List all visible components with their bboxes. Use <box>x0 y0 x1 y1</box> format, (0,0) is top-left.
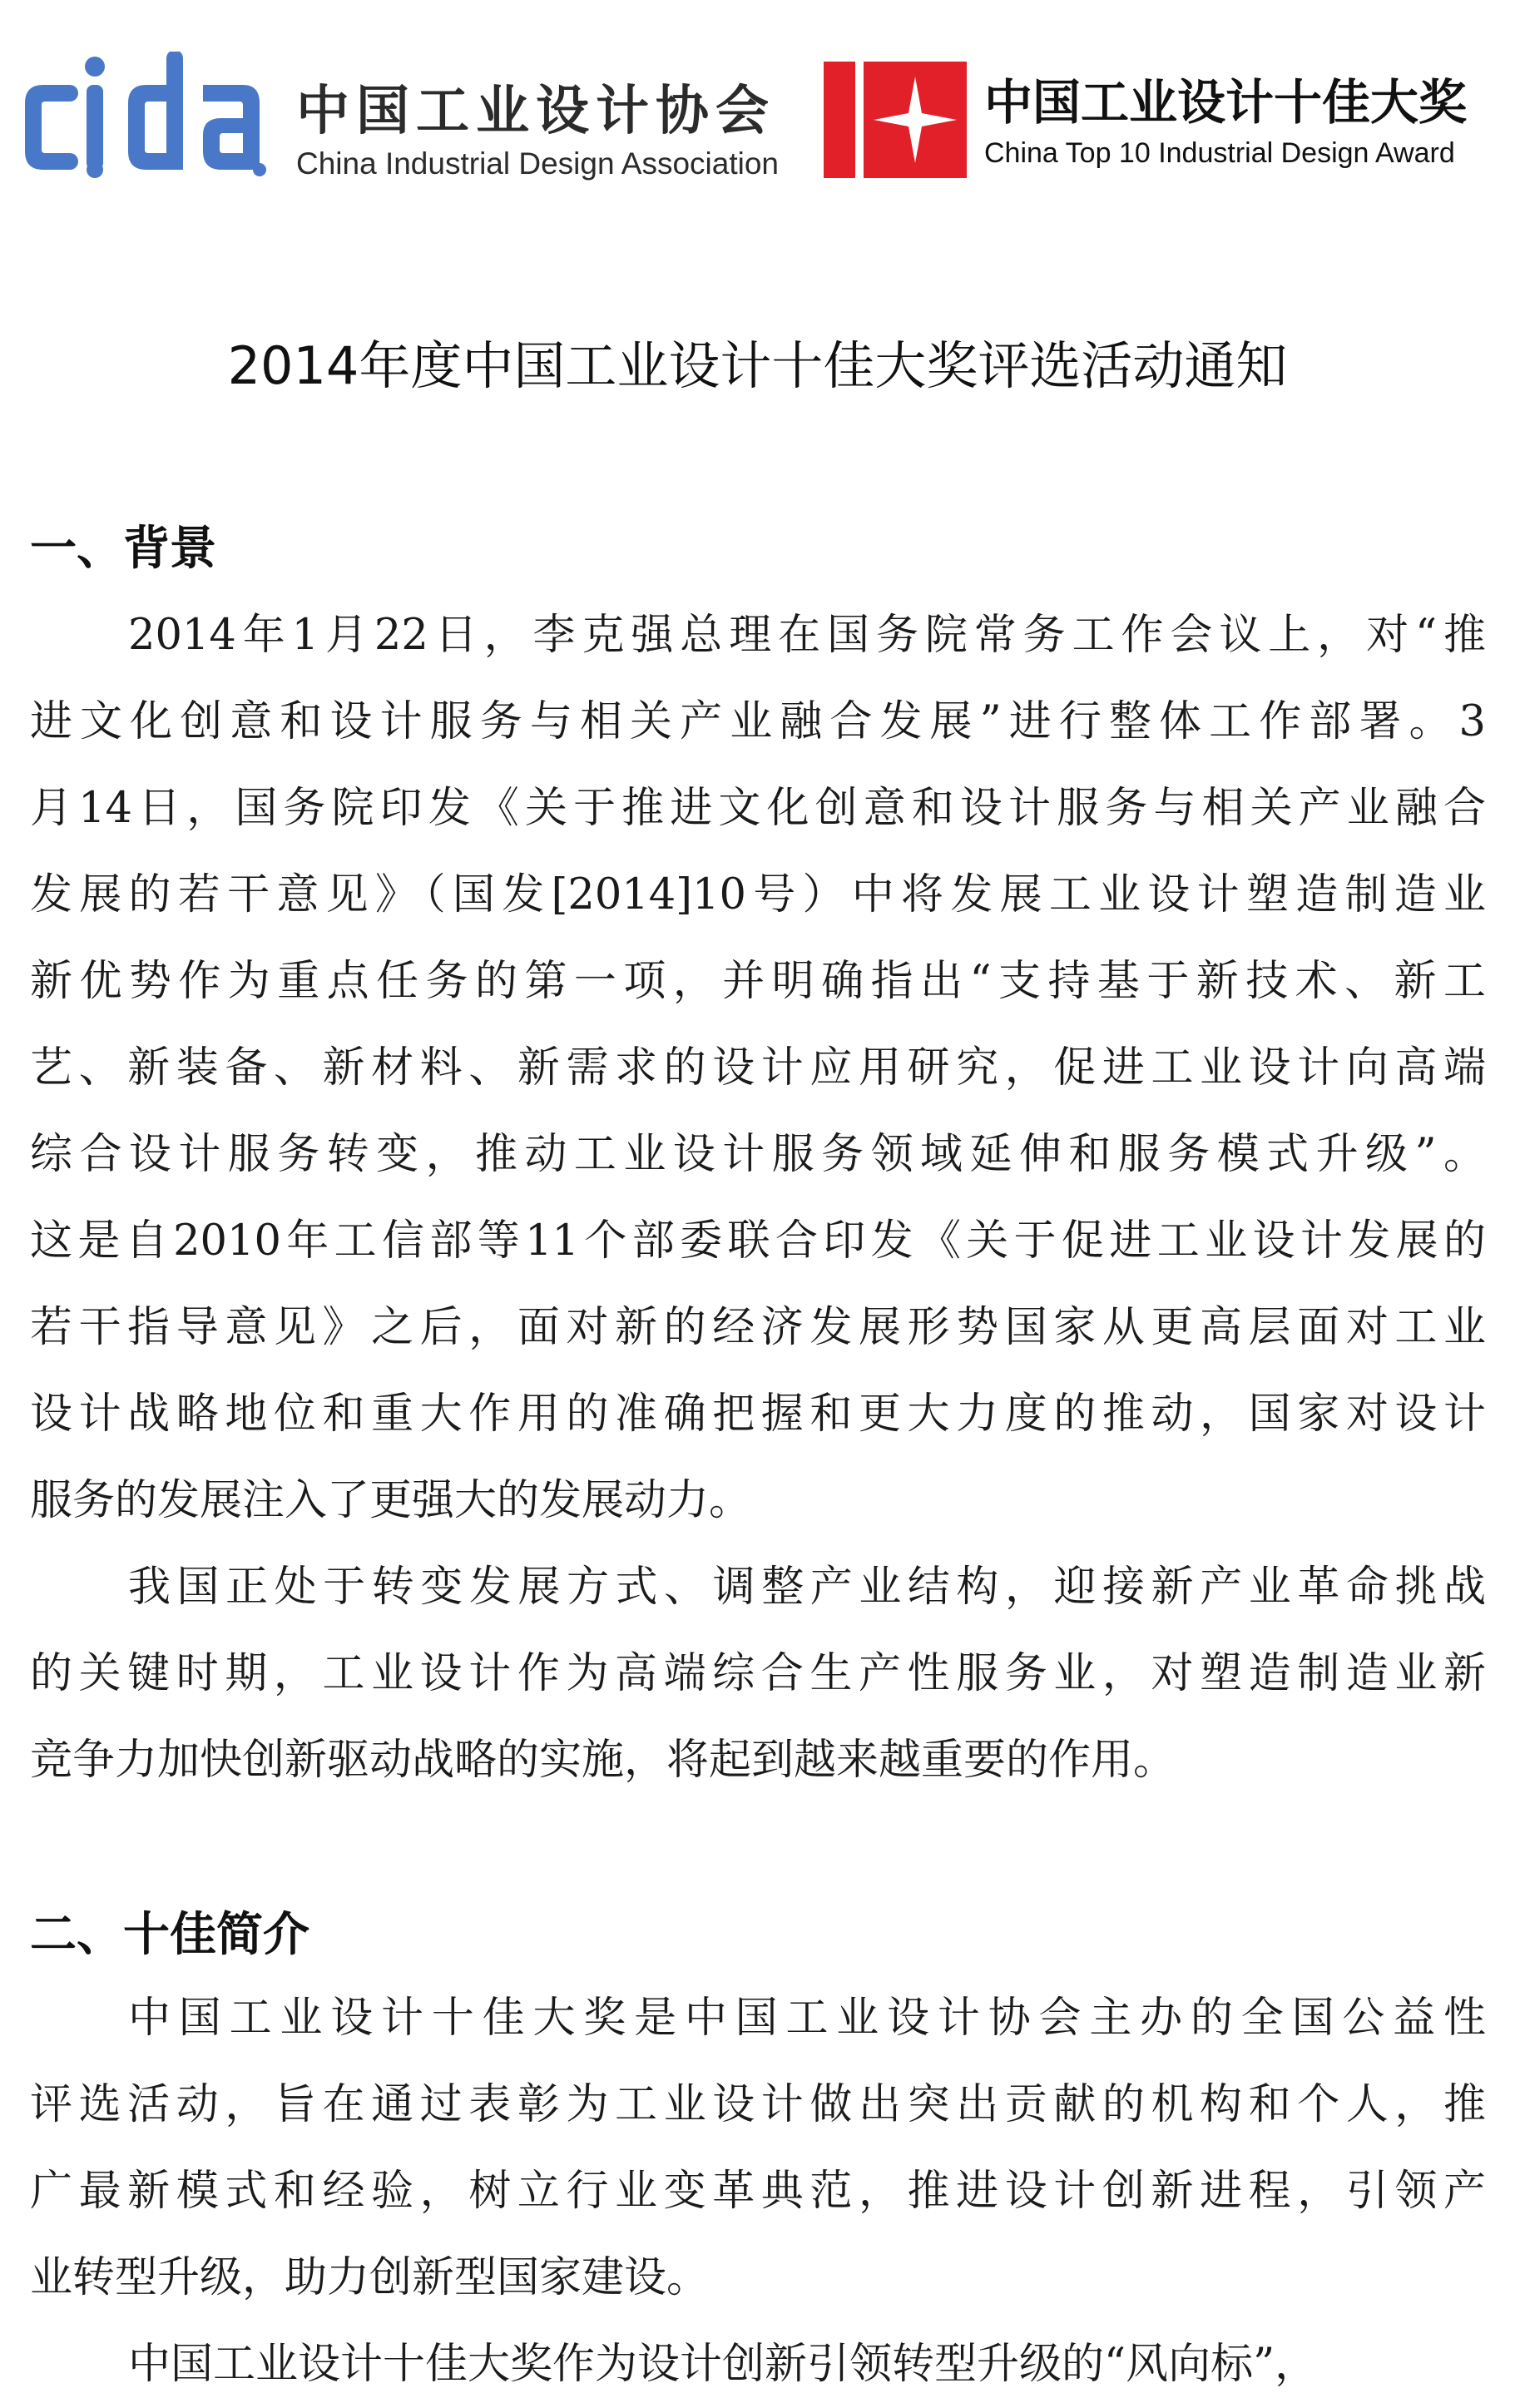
text-line: 进文化创意和设计服务与相关产业融合发展”进行整体工作部署。3 <box>30 697 1486 746</box>
text-line: 的关键时期，工业设计作为高端综合生产性服务业，对塑造制造业新 <box>30 1649 1486 1698</box>
text-line: 设计战略地位和重大作用的准确把握和更大力度的推动，国家对设计 <box>30 1390 1486 1439</box>
section-heading-intro: 二、十佳简介 <box>30 1908 309 1962</box>
award-logo <box>824 62 967 178</box>
award-name-cn: 中国工业设计十佳大奖 <box>984 74 1468 131</box>
award-name <box>984 70 1508 171</box>
text-line: 我国正处于转变发展方式、调整产业结构，迎接新产业革命挑战 <box>128 1563 1486 1612</box>
cida-logo <box>18 52 266 185</box>
text-line: 中国工业设计十佳大奖是中国工业设计协会主办的全国公益性 <box>128 1994 1486 2043</box>
text-line: 艺、新装备、新材料、新需求的设计应用研究，促进工业设计向高端 <box>30 1043 1486 1093</box>
paragraph-intro-2 <box>30 2321 1486 2408</box>
paragraph-background-1 <box>30 592 1486 1544</box>
letterhead <box>0 0 1515 216</box>
text-line: 业转型升级，助力创新型国家建设。 <box>30 2253 710 2302</box>
text-line: 竞争力加快创新驱动战略的实施，将起到越来越重要的作用。 <box>30 1736 1176 1785</box>
text-line: 服务的发展注入了更强大的发展动力。 <box>30 1476 752 1525</box>
text-line: 若干指导意见》之后，面对新的经济发展形势国家从更高层面对工业 <box>30 1303 1486 1352</box>
text-line: 2014年1月22日，李克强总理在国务院常务工作会议上，对“推 <box>128 611 1486 660</box>
cida-name <box>296 78 795 183</box>
text-line: 中国工业设计十佳大奖作为设计创新引领转型升级的“风向标”， <box>128 2340 1318 2389</box>
text-line: 月14日，国务院印发《关于推进文化创意和设计服务与相关产业融合 <box>30 784 1486 833</box>
paragraph-background-2 <box>30 1544 1486 1804</box>
text-line: 广最新模式和经验，树立行业变革典范，推进设计创新进程，引领产 <box>30 2167 1486 2216</box>
text-line: 发展的若干意见》（国发[2014]10号）中将发展工业设计塑造制造业 <box>30 870 1486 919</box>
section-heading-background: 一、背景 <box>30 522 216 576</box>
document-title: 2014年度中国工业设计十佳大奖评选活动通知 <box>227 335 1288 396</box>
text-line: 综合设计服务转变，推动工业设计服务领域延伸和服务模式升级”。 <box>30 1130 1486 1179</box>
cida-name-cn: 中国工业设计协会 <box>296 81 775 142</box>
award-name-en: China Top 10 Industrial Design Award <box>984 137 1455 169</box>
text-line: 评选活动，旨在通过表彰为工业设计做出突出贡献的机构和个人，推 <box>30 2080 1486 2129</box>
cida-name-en: China Industrial Design Association <box>296 146 779 181</box>
paragraph-intro-1 <box>30 1975 1486 2321</box>
text-line: 这是自2010年工信部等11个部委联合印发《关于促进工业设计发展的 <box>30 1216 1486 1266</box>
text-line: 新优势作为重点任务的第一项，并明确指出“支持基于新技术、新工 <box>30 957 1486 1006</box>
